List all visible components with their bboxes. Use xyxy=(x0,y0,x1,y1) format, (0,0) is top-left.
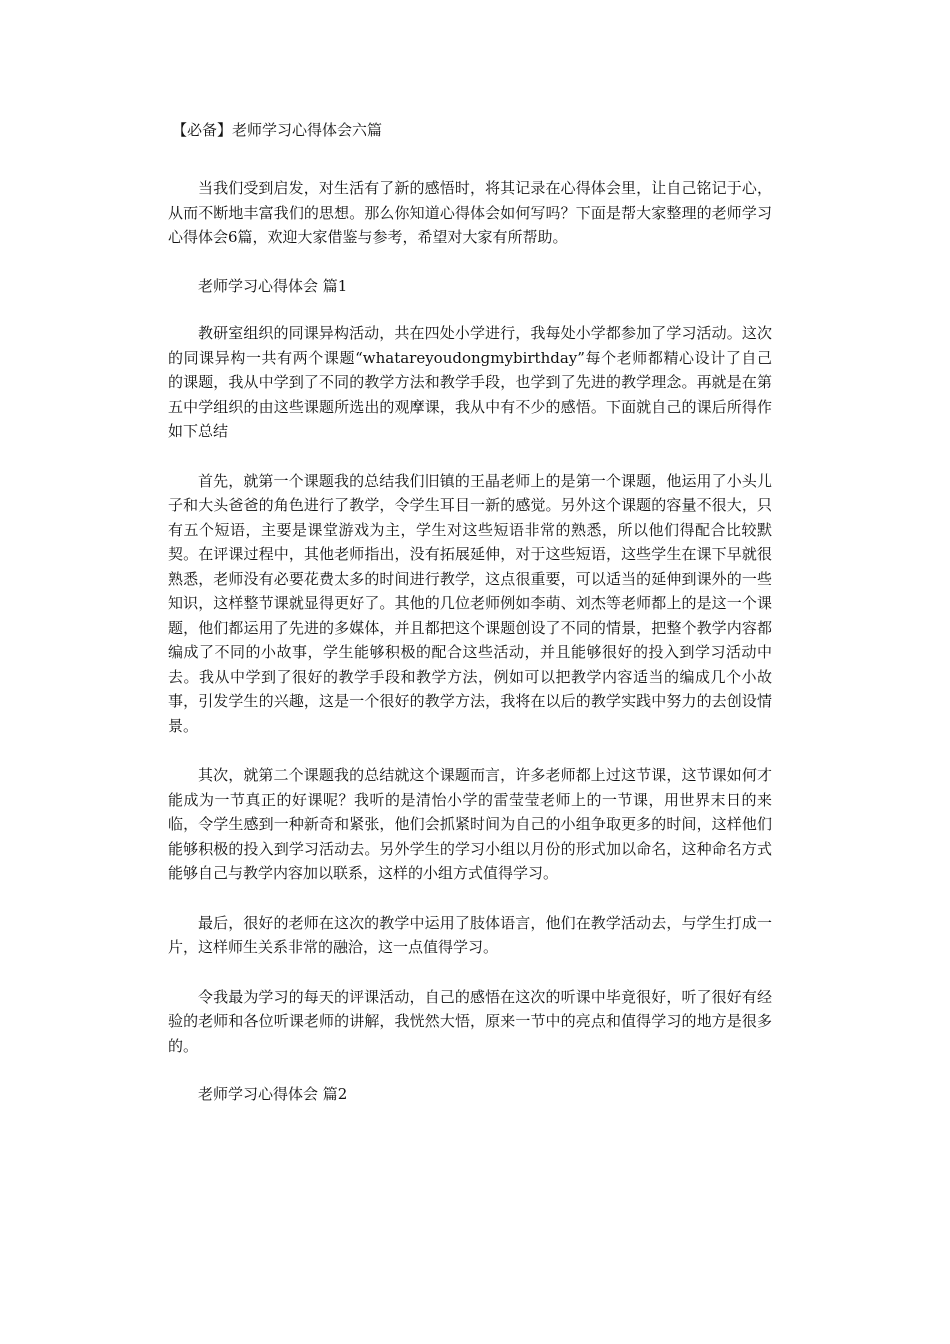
section-heading-1: 老师学习心得体会 篇1 xyxy=(198,276,348,295)
intro-paragraph: 当我们受到启发，对生活有了新的感悟时，将其记录在心得体会里，让自己铭记于心，从而不断地丰富我们的思想。那么你知道心得体会如何写吗？下面是帮大家整理的老师学习心得体会6篇，欢迎大家借鉴与参考，希望对大家有所帮助。 xyxy=(168,179,772,246)
section1-paragraph-2: 首先，就第一个课题我的总结我们旧镇的王晶老师上的是第一个课题，他运用了小头儿子和大头爸爸的角色进行了教学，令学生耳目一新的感觉。另外这个课题的容量不很大，只有五个短语，主要是课堂游戏为主，学生对这些短语非常的熟悉，所以他们得配合比较默契。在评课过程中，其他老师指出，没有拓展延伸，对于这些短语，这些学生在课下早就很熟悉，老师没有必要花费太多的时间进行教学，这点很重要，可以适当的延伸到课外的一些知识，这样整节课就显得更好了。其他的几位老师例如李萌、刘杰等老师都上的是这一个课题，他们都运用了先进的多媒体，并且都把这个课题创设了不同的情景，把整个教学内容都编成了不同的小故事，学生能够积极的配合这些活动，并且能够很好的投入到学习活动中去。我从中学到了很好的教学手段和教学方法，例如可以把教学内容适当的编成几个小故事，引发学生的兴趣，这是一个很好的教学方法，我将在以后的教学实践中努力的去创设情景。 xyxy=(168,471,772,735)
section1-paragraph-1: 教研室组织的同课异构活动，共在四处小学进行，我每处小学都参加了学习活动。这次的同课异构一共有两个课题“whatareyoudongmybirthday”每个老师都精心设计了自己的课题，我从中学到了不同的教学方法和教学手段，也学到了先进的教学理念。再就是在第五中学组织的由这些课题所选出的观摩课，我从中有不少的感悟。下面就自己的课后所得作如下总结 xyxy=(168,324,772,440)
document-title: 【必备】老师学习心得体会六篇 xyxy=(172,121,383,139)
section1-paragraph-4: 最后，很好的老师在这次的教学中运用了肢体语言，他们在教学活动去，与学生打成一片，这样师生关系非常的融洽，这一点值得学习。 xyxy=(168,913,772,956)
section1-paragraph-3: 其次，就第二个课题我的总结就这个课题而言，许多老师都上过这节课，这节课如何才能成为一节真正的好课呢？我听的是清怡小学的雷莹莹老师上的一节课，用世界末日的来临，令学生感到一种新奇和紧张，他们会抓紧时间为自己的小组争取更多的时间，这样他们能够积极的投入到学习活动去。另外学生的学习小组以月份的形式加以命名，这种命名方式能够自己与教学内容加以联系，这样的小组方式值得学习。 xyxy=(168,766,772,882)
section-heading-2: 老师学习心得体会 篇2 xyxy=(198,1085,348,1103)
section1-paragraph-5: 令我最为学习的每天的评课活动，自己的感悟在这次的听课中毕竟很好，听了很好有经验的老师和各位听课老师的讲解，我恍然大悟，原来一节中的亮点和值得学习的地方是很多的。 xyxy=(168,987,772,1055)
document-page xyxy=(168,116,772,1107)
